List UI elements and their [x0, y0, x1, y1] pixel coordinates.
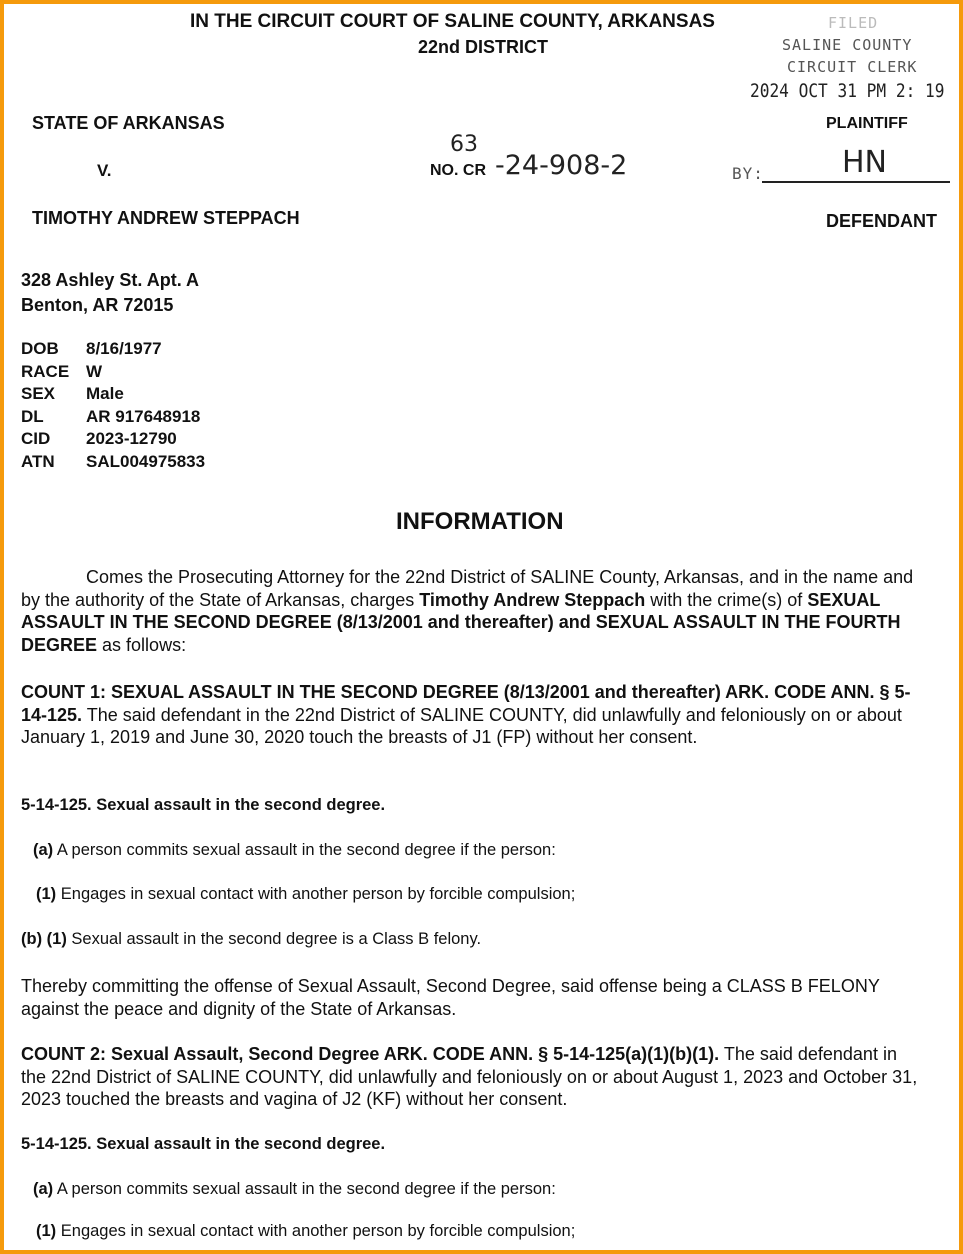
versus: V. [97, 161, 112, 180]
statute-2-heading: 5-14-125. Sexual assault in the second degree. [21, 1135, 386, 1153]
defendant-name-inline: Timothy Andrew Steppach [419, 589, 646, 610]
clause-text: Engages in sexual contact with another person by forcible compulsion; [56, 1222, 576, 1240]
clause-text: A person commits sexual assault in the second degree if the person: [53, 841, 556, 859]
identifier-label: DOB [21, 339, 59, 358]
identifier-label: DL [21, 406, 44, 426]
case-number-label: NO. CR [430, 162, 486, 179]
count-1 [21, 681, 926, 749]
identifier-value: AR 917648918 [86, 406, 201, 426]
clause-label: (1) [36, 885, 57, 903]
identifier-label: RACE [21, 361, 70, 381]
address-line2: Benton, AR 72015 [21, 295, 174, 315]
by-label: BY: [732, 164, 764, 183]
identifier-cid [21, 429, 205, 452]
statute-1-a [33, 841, 556, 860]
stamp-clerk: CIRCUIT CLERK [787, 58, 918, 76]
count-2-body: The said defendant in the 22nd District of SALINE COUNTY, did unlawfully and feloniously on or about August 1, 2023 and October 31, 2023 touched the breasts and vagina of J2 (KF) without her consent. [21, 1044, 918, 1110]
identifier-race [21, 362, 205, 385]
intro-paragraph [21, 566, 926, 657]
stamp-county: SALINE COUNTY [782, 36, 913, 54]
identifier-value: W [86, 361, 103, 381]
court-title: IN THE CIRCUIT COURT OF SALINE COUNTY, ARKANSAS [190, 11, 715, 32]
clause-text: A person commits sexual assault in the second degree if the person: [53, 1180, 556, 1198]
identifier-atn [21, 452, 205, 475]
count-2-heading: COUNT 2: Sexual Assault, Second Degree ARK. CODE ANN. § 5-14-125(a)(1)(b)(1). [21, 1044, 720, 1064]
identifier-dob [21, 339, 205, 362]
district: 22nd DISTRICT [418, 37, 549, 57]
identifier-label: SEX [21, 384, 56, 403]
thereby-paragraph: Thereby committing the offense of Sexual Assault, Second Degree, said offense being a CLASS B FELONY against the peace and dignity of the State of Arkansas. [21, 976, 880, 1019]
count-1-body: The said defendant in the 22nd District of SALINE COUNTY, did unlawfully and feloniously on or about January 1, 2019 and June 30, 2020 touch the breasts of J1 (FP) without her consent. [21, 704, 902, 748]
clause-label: (1) [36, 1222, 57, 1240]
identifier-sex [21, 384, 205, 407]
count-2 [21, 1043, 926, 1111]
statute-2-a1 [36, 1222, 575, 1241]
statute-1-b [21, 930, 481, 949]
plaintiff-name: STATE OF ARKANSAS [32, 113, 225, 133]
identifier-value: 2023-12790 [86, 429, 177, 448]
statute-1-heading: 5-14-125. Sexual assault in the second degree. [21, 796, 386, 814]
statute-1-a1 [36, 885, 575, 904]
identifier-label: CID [21, 429, 51, 448]
identifier-value: Male [86, 384, 124, 403]
case-number-handwritten: -24-908-2 [495, 150, 628, 181]
identifier-dl [21, 407, 205, 430]
document-title: INFORMATION [396, 508, 564, 535]
identifier-label: ATN [21, 451, 55, 471]
charges-inline: SEXUAL ASSAULT IN THE SECOND DEGREE (8/13/2001 and thereafter) and SEXUAL ASSAULT IN THE FOURTH DEGREE [21, 589, 901, 656]
clause-text: Sexual assault in the second degree is a Class B felony. [66, 930, 482, 948]
clause-label: (b) (1) [21, 930, 67, 948]
defendant-name: TIMOTHY ANDREW STEPPACH [32, 208, 300, 228]
identifier-value: 8/16/1977 [86, 339, 162, 358]
clause-label: (a) [33, 841, 54, 859]
statute-2-a [33, 1180, 556, 1199]
by-signature-line [762, 181, 950, 183]
clause-label: (a) [33, 1180, 54, 1198]
identifiers-list [21, 339, 205, 474]
by-initials: HN [842, 145, 887, 180]
clause-text: Engages in sexual contact with another person by forcible compulsion; [56, 885, 576, 903]
intro-text: Comes the Prosecuting Attorney for the 22nd District of SALINE County, Arkansas, and in the name and by the authority of the State of Arkansas, charges [21, 567, 914, 610]
count-1-heading: COUNT 1: SEXUAL ASSAULT IN THE SECOND DEGREE (8/13/2001 and thereafter) ARK. CODE ANN. § 5-14-125. [21, 682, 911, 725]
defendant-label: DEFENDANT [826, 211, 937, 231]
identifier-value: SAL004975833 [86, 451, 206, 471]
case-number-prefix: 63 [450, 132, 478, 157]
stamp-datetime: 2024 OCT 31 PM 2: 19 [750, 80, 945, 102]
plaintiff-label: PLAINTIFF [826, 115, 908, 132]
intro-text: with the crime(s) of [645, 589, 808, 610]
address-line1: 328 Ashley St. Apt. A [21, 270, 200, 290]
intro-text: as follows: [97, 635, 187, 656]
stamp-filed: FILED [828, 14, 879, 32]
